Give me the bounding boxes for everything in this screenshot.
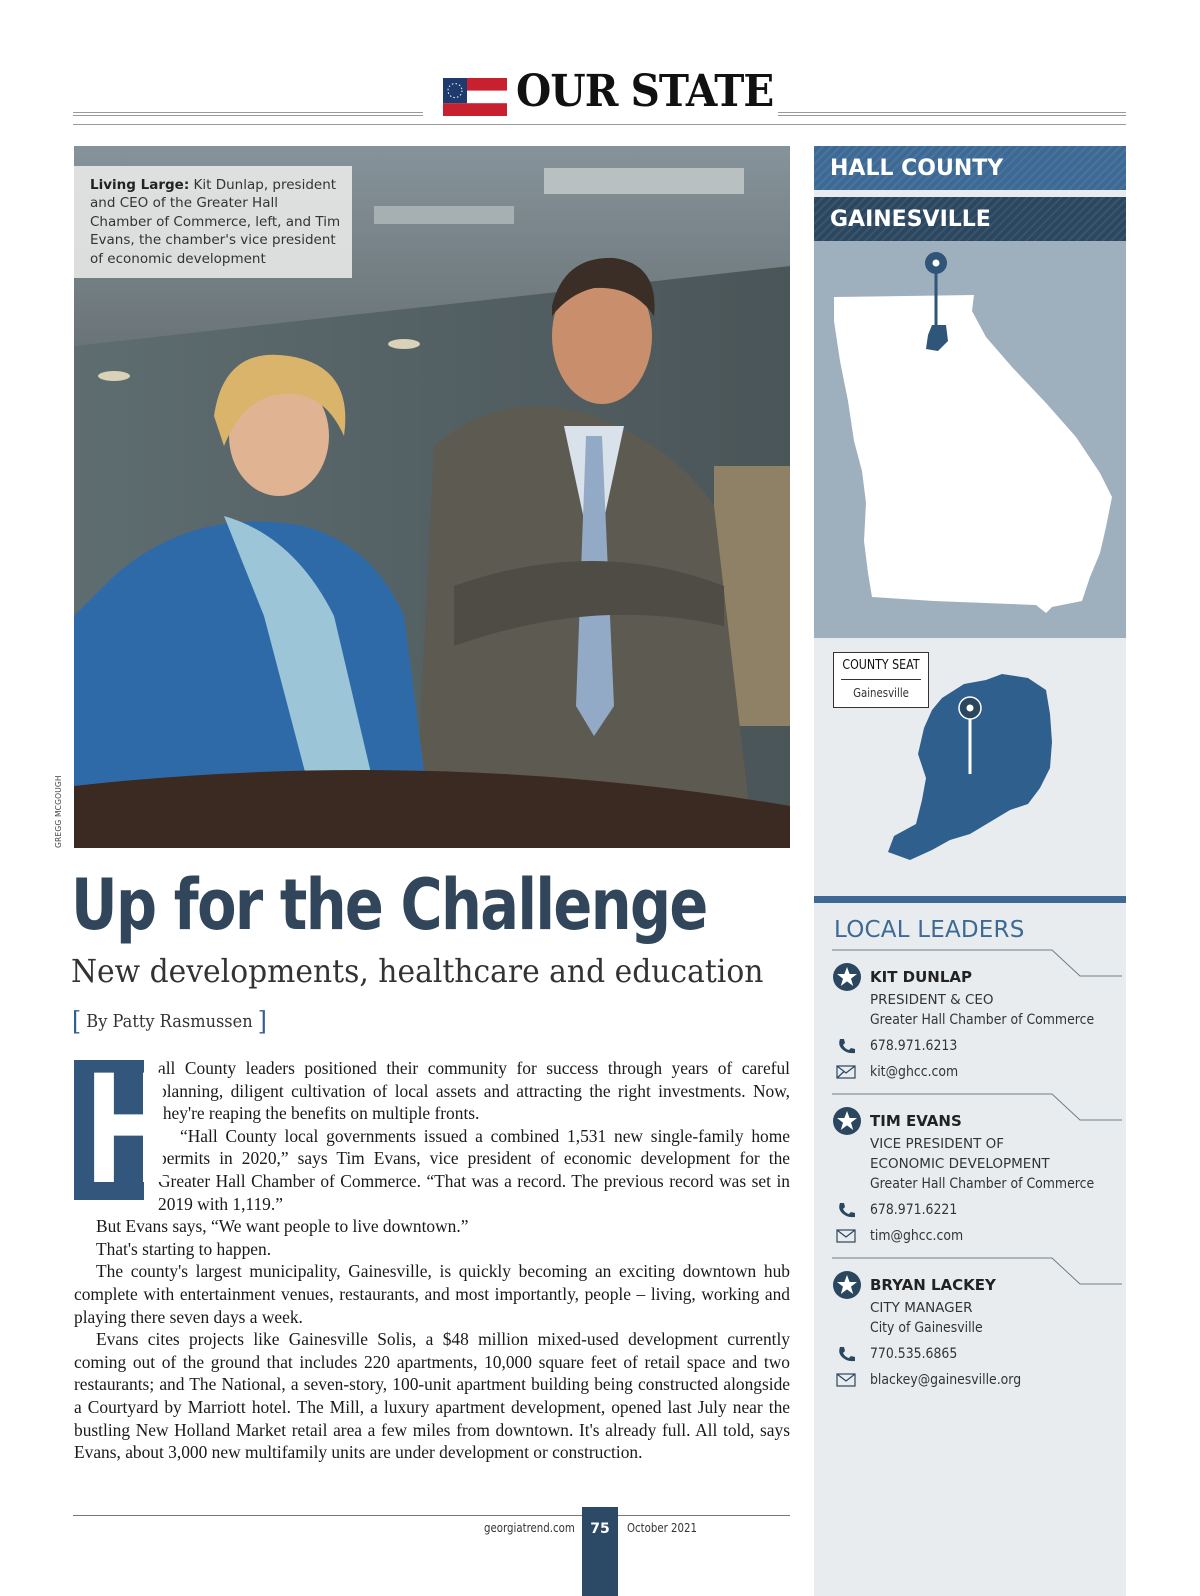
leader-name: BRYAN LACKEY xyxy=(870,1276,996,1294)
caption-lead: Living Large: xyxy=(90,177,190,193)
leaders-title: LOCAL LEADERS xyxy=(834,917,1025,943)
leader-name: TIM EVANS xyxy=(870,1112,962,1130)
paragraph: The county's largest municipality, Gainesville, is quickly becoming an exciting downtown hub complete with entertainment venues, restaurants, and most importantly, people – living, working and playing there seven days a week. xyxy=(74,1261,790,1327)
paragraph: Evans cites projects like Gainesville Solis, a $48 million mixed-used development currently coming out of the ground that includes 220 apartments, 10,000 square feet of retail space and two restaurants; and The National, a seven-story, 100-unit apartment building being constructed alongside a Courtyard by Marriott hotel. The Mill, a luxury apartment development, opened last July near the bustling New Holland Market retail area a few miles from downtown. It's already full. All told, says Evans, about 3,000 new multifamily units are under development or construction. xyxy=(74,1329,790,1463)
paragraph: “Hall County local governments issued a combined 1,531 new single-family home permits in 2020,” says Tim Evans, vice president of economic development for the Greater Hall Chamber of Commerce. “That was a record. The previous record was set in 2019 with 1,119.” xyxy=(158,1125,790,1214)
leader-phone[interactable]: 770.535.6865 xyxy=(870,1346,958,1362)
byline-text: By Patty Rasmussen xyxy=(86,1011,253,1032)
paragraph: That's starting to happen. xyxy=(96,1238,272,1259)
leaders-rule xyxy=(814,896,1126,903)
leader-card xyxy=(832,1106,1122,1256)
county-seat-value: Gainesville xyxy=(853,686,909,700)
phone-icon xyxy=(836,1202,856,1218)
email-icon xyxy=(836,1228,856,1244)
footer-rule xyxy=(73,1515,790,1516)
leader-org: Greater Hall Chamber of Commerce xyxy=(870,1012,1095,1028)
header-rule-full xyxy=(73,124,1126,125)
header-rule-right xyxy=(778,112,1126,116)
star-icon xyxy=(832,1106,862,1136)
leader-role-line: ECONOMIC DEVELOPMENT xyxy=(870,1156,1050,1172)
paragraph: all County leaders positioned their community for success through years of careful planning, diligent cultivation of local assets and attracting the right investments. Now, they're reaping the benefits on multiple fronts. xyxy=(158,1058,790,1124)
paragraph: But Evans says, “We want people to live downtown.” xyxy=(96,1216,469,1237)
drop-cap xyxy=(74,1044,173,1218)
city-banner: GAINESVILLE xyxy=(814,197,1126,241)
drop-cap-letter: H xyxy=(84,1044,173,1218)
star-icon xyxy=(832,962,862,992)
georgia-state-shape xyxy=(834,295,1112,613)
leader-role-line: VICE PRESIDENT OF xyxy=(870,1136,1005,1152)
leader-email[interactable]: blackey@gainesville.org xyxy=(870,1372,1022,1388)
county-seat-box xyxy=(833,652,929,708)
leader-card xyxy=(832,1270,1122,1400)
email-icon xyxy=(836,1064,856,1080)
article-body xyxy=(74,1044,790,1464)
county-seat-label: COUNTY SEAT xyxy=(841,653,921,680)
phone-icon xyxy=(836,1346,856,1362)
leader-org: City of Gainesville xyxy=(870,1320,983,1336)
leader-org: Greater Hall Chamber of Commerce xyxy=(870,1176,1095,1192)
leader-name: KIT DUNLAP xyxy=(870,968,973,986)
leader-phone[interactable]: 678.971.6213 xyxy=(870,1038,958,1054)
leader-role: CITY MANAGER xyxy=(870,1300,973,1316)
footer-site: georgiatrend.com xyxy=(484,1521,575,1535)
leader-role xyxy=(870,1134,1050,1174)
state-map-panel xyxy=(814,241,1126,638)
caption-text: Kit Dunlap, president and CEO of the Greater Hall Chamber of Commerce, left, and Tim Evans, the chamber's vice president of economic development xyxy=(90,177,341,267)
star-icon xyxy=(832,1270,862,1300)
article-subhead: New developments, healthcare and education xyxy=(71,952,764,990)
byline-bracket-right: ] xyxy=(257,1007,267,1037)
section-title: OUR STATE xyxy=(516,66,774,117)
email-icon xyxy=(836,1372,856,1388)
photo-credit: GREGG MCGOUGH xyxy=(54,775,63,848)
article-byline xyxy=(72,1004,267,1037)
leader-email[interactable]: kit@ghcc.com xyxy=(870,1064,959,1080)
leader-email[interactable]: tim@ghcc.com xyxy=(870,1228,964,1244)
leader-role: PRESIDENT & CEO xyxy=(870,992,994,1008)
footer-date: October 2021 xyxy=(627,1521,698,1535)
article-headline: Up for the Challenge xyxy=(71,864,707,946)
georgia-flag-icon xyxy=(443,78,507,116)
page-number: 75 xyxy=(582,1507,618,1596)
county-banner: HALL COUNTY xyxy=(814,146,1126,190)
leader-phone[interactable]: 678.971.6221 xyxy=(870,1202,958,1218)
byline-bracket-left: [ xyxy=(72,1007,82,1037)
photo-caption xyxy=(74,166,352,278)
phone-icon xyxy=(836,1038,856,1054)
leader-card xyxy=(832,962,1122,1092)
georgia-map xyxy=(814,241,1126,638)
header-rule-left xyxy=(73,112,423,116)
